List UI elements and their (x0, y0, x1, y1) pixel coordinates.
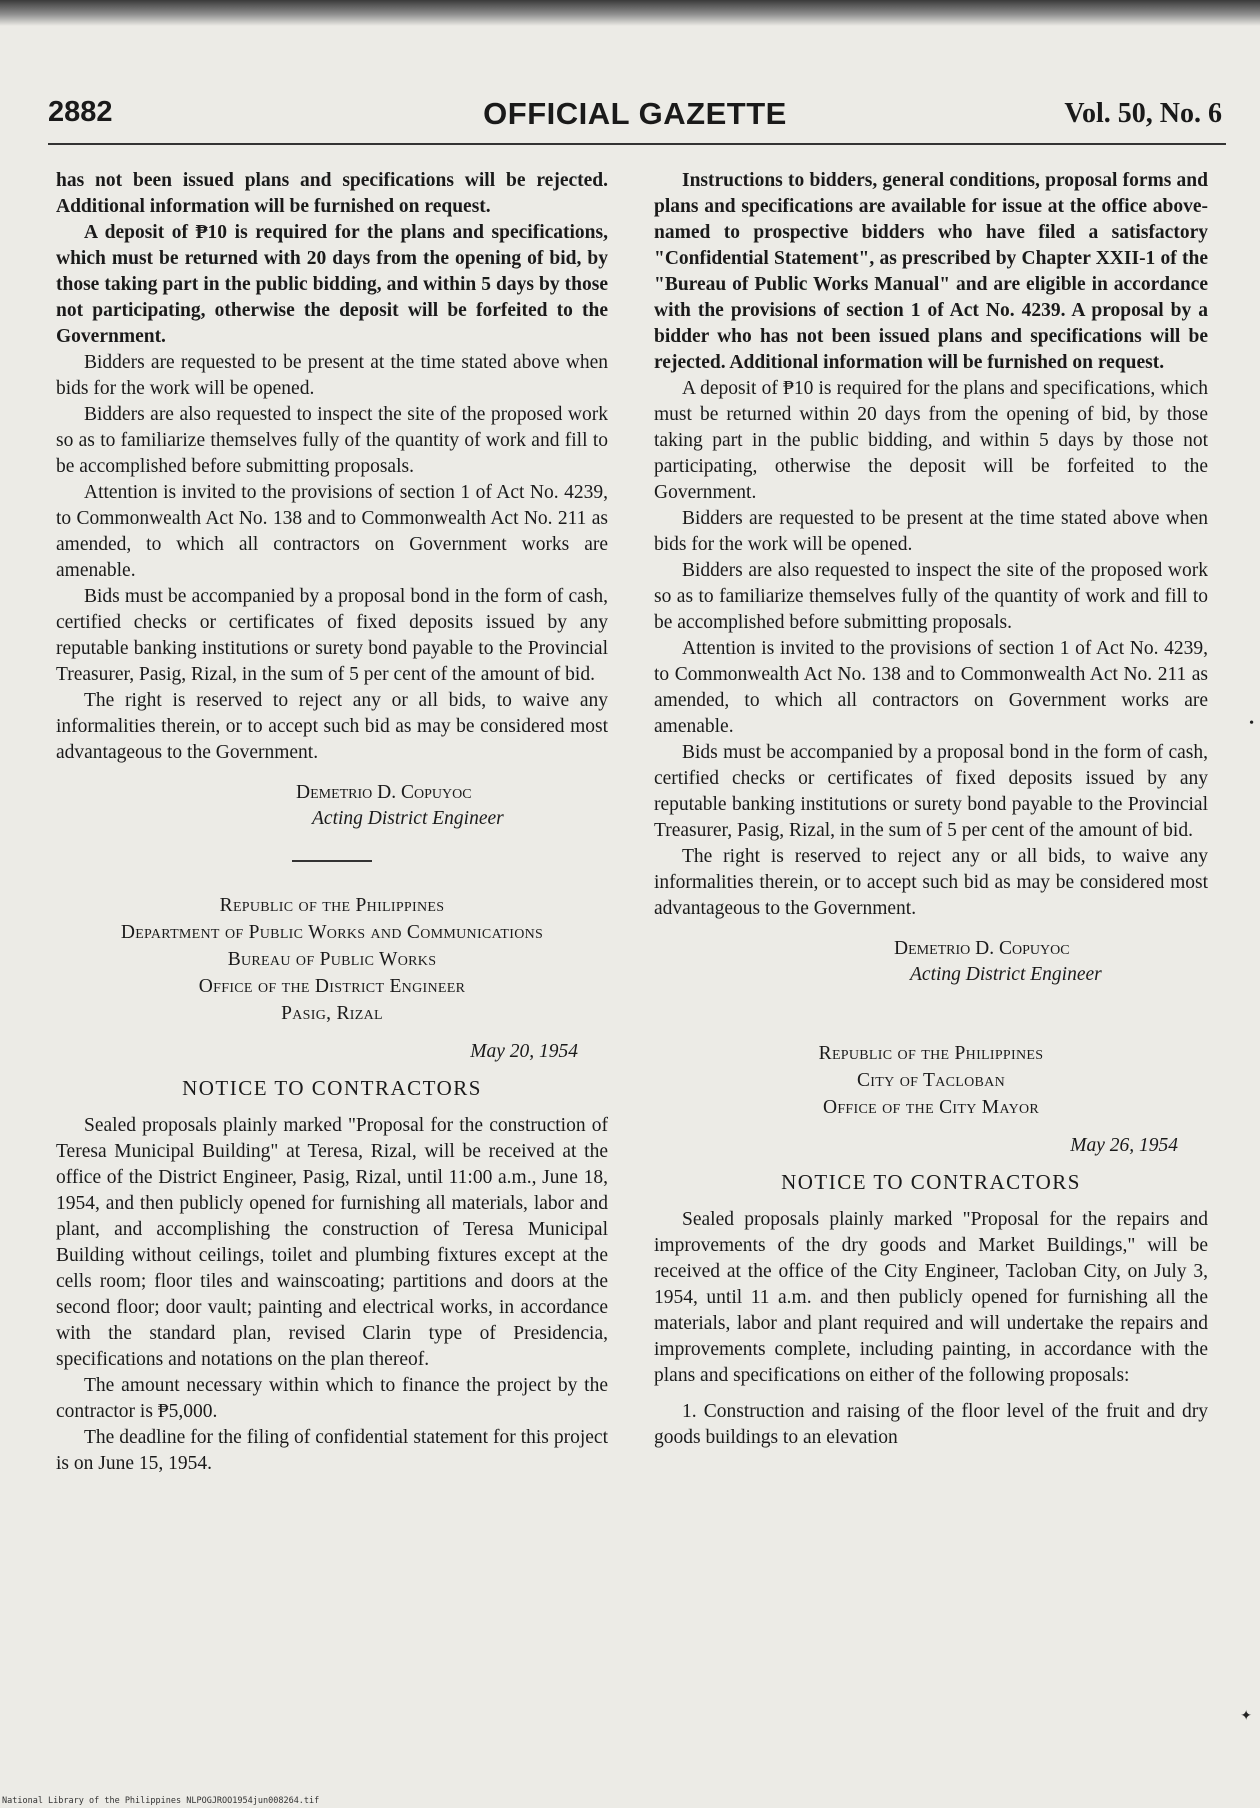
paragraph: Attention is invited to the provisions of section 1 of Act No. 4239, to Commonwealth Act No. 138 and to Commonwealth Act No. 211 as amended, to which all contractors on Government works are amenable. (654, 638, 1208, 737)
paragraph: A deposit of ₱10 is required for the plans and specifications, which must be returned within 20 days from the opening of bid, by those taking part in the public bidding, and within 5 days by those not participating, otherwise the deposit will be forfeited to the Government. (654, 378, 1208, 503)
signatory-name: Demetrio D. Copuyoc (296, 782, 472, 803)
signatory-name: Demetrio D. Copuyoc (894, 938, 1070, 959)
paragraph: The amount necessary within which to finance the project by the contractor is ₱5,000. (56, 1375, 608, 1422)
header-rule (48, 143, 1226, 145)
notice-date: May 26, 1954 (1070, 1135, 1178, 1156)
left-column (56, 168, 608, 1477)
paragraph: Bids must be accompanied by a proposal bond in the form of cash, certified checks or certificates of fixed deposits issued by any reputable banking institutions or surety bond payable to the Provincial Treasurer, Pasig, Rizal, in the sum of 5 per cent of the amount of bid. (654, 742, 1208, 841)
paragraph: Attention is invited to the provisions of section 1 of Act No. 4239, to Commonwealth Act No. 138 and to Commonwealth Act No. 211 as amended, to which all contractors on Government works are amenable. (56, 482, 608, 581)
notice-title: NOTICE TO CONTRACTORS (781, 1170, 1081, 1194)
paragraph: Bidders are requested to be present at the time stated above when bids for the work will be opened. (56, 352, 608, 399)
paragraph: has not been issued plans and specifications will be rejected. Additional information will be furnished on request. (56, 170, 608, 217)
paragraph: The right is reserved to reject any or all bids, to waive any informalities therein, or to accept such bid as may be considered most advantageous to the Government. (654, 846, 1208, 919)
issuing-office (56, 892, 608, 1027)
paragraph: The right is reserved to reject any or all bids, to waive any informalities therein, or to accept such bid as may be considered most advantageous to the Government. (56, 690, 608, 763)
notice-date: May 20, 1954 (470, 1041, 578, 1062)
proposal-list-item: 1. Construction and raising of the floor level of the fruit and dry goods buildings to an elevation (654, 1401, 1208, 1448)
signatory-title: Acting District Engineer (910, 964, 1102, 985)
signatory-title: Acting District Engineer (312, 808, 504, 829)
office-line: Pasig, Rizal (281, 1003, 383, 1024)
paragraph: Sealed proposals plainly marked "Proposal for the construction of Teresa Municipal Building" at Teresa, Rizal, will be received at the office of the District Engineer, Pasig, Rizal, until 11:00 a.m., June 18, 1954, and then publicly opened for furnishing all materials, labor and plant, and accomplishing the construction of Teresa Municipal Building without ceilings, toilet and plumbing fixtures except at the cells room; floor tiles and wainscoating; partitions and doors at the second floor; door vault; painting and electrical works, in accordance with the standard plan, revised Clarin type of Presidencia, specifications and notations on the plan thereof. (56, 1115, 608, 1370)
page-number: 2882 (48, 96, 113, 128)
office-line: Department of Public Works and Communications (120, 922, 544, 943)
page-header (48, 96, 1222, 140)
office-line: Office of the City Mayor (822, 1097, 1040, 1118)
office-line: Republic of the Philippines (818, 1043, 1044, 1064)
scan-top-edge (0, 0, 1260, 26)
paragraph: Sealed proposals plainly marked "Proposal for the repairs and improvements of the dry goods and Market Buildings," will be received at the office of the City Engineer, Tacloban City, on July 3, 1954, until 11 a.m. and then publicly opened for furnishing all the materials, labor and plant required and will undertake the repairs and improvements complete, including painting, in accordance with the plans and specifications on either of the following proposals: (654, 1209, 1208, 1386)
office-line: Republic of the Philippines (219, 895, 445, 916)
right-column (654, 168, 1208, 1451)
office-line: Office of the District Engineer (198, 976, 466, 997)
signature-block (654, 936, 1208, 988)
signature-block (56, 780, 608, 832)
issuing-office (654, 1040, 1208, 1121)
archive-source-tag: National Library of the Philippines NLPOGJROO1954jun008264.tif (2, 1796, 320, 1806)
paragraph: Instructions to bidders, general conditions, proposal forms and plans and specifications are available for issue at the office above-named to prospective bidders who have filed a satisfactory "Confidential Statement", as prescribed by Chapter XXII-1 of the "Bureau of Public Works Manual" and are eligible in accordance with the provisions of section 1 of Act No. 4239. A proposal by a bidder who has not been issued plans and specifications will be rejected. Additional information will be furnished on request. (654, 170, 1208, 373)
publication-title: OFFICIAL GAZETTE (483, 96, 787, 131)
notice-title: NOTICE TO CONTRACTORS (182, 1076, 482, 1100)
paragraph: The deadline for the filing of confidential statement for this project is on June 15, 1954. (56, 1427, 608, 1474)
office-line: City of Tacloban (856, 1070, 1005, 1091)
section-divider (292, 860, 372, 862)
paragraph: Bidders are requested to be present at the time stated above when bids for the work will be opened. (654, 508, 1208, 555)
paragraph: Bidders are also requested to inspect the site of the proposed work so as to familiarize themselves fully of the quantity of work and fill to be accomplished before submitting proposals. (654, 560, 1208, 633)
paragraph: Bids must be accompanied by a proposal bond in the form of cash, certified checks or certificates of fixed deposits issued by any reputable banking institutions or surety bond payable to the Provincial Treasurer, Pasig, Rizal, in the sum of 5 per cent of the amount of bid. (56, 586, 608, 685)
paragraph: A deposit of ₱10 is required for the plans and specifications, which must be returned with 20 days from the opening of bid, by those taking part in the public bidding, and within 5 days by those not participating, otherwise the deposit will be forfeited to the Government. (56, 222, 608, 347)
scan-speck: ✦ (1240, 1709, 1252, 1724)
volume-number: Vol. 50, No. 6 (1064, 98, 1222, 129)
scan-speck: • (1249, 716, 1254, 731)
paragraph: Bidders are also requested to inspect the site of the proposed work so as to familiarize themselves fully of the quantity of work and fill to be accomplished before submitting proposals. (56, 404, 608, 477)
office-line: Bureau of Public Works (227, 949, 437, 970)
